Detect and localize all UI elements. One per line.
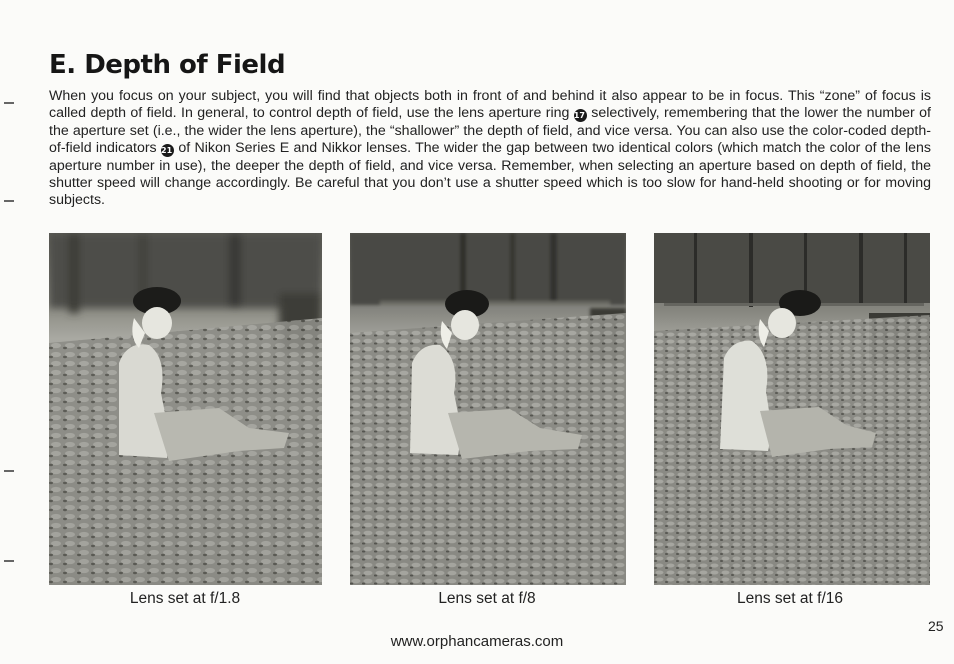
footer-url[interactable]: www.orphancameras.com	[390, 633, 564, 650]
margin-mark-3	[4, 470, 14, 472]
paragraph-part-1: When you focus on your subject, you will find that objects both in front of and behind it also appear to be in focus. This “zone” of focus is called depth of field. In general, to control depth of field, use the lens aperture ring	[49, 88, 931, 122]
margin-mark-4	[4, 560, 14, 562]
margin-mark-1	[4, 102, 14, 104]
dof-indicator-ref-badge: 21	[161, 146, 173, 156]
caption-f1-8: Lens set at f/1.8	[129, 590, 241, 607]
paragraph-part-3: of Nikon Series E and Nikkor lenses. The wider the gap between two identical colors (which match the color of the lens aperture number in use), the deeper the depth of field, and vice versa. Remember, when selecting an aperture based on depth of field, the shutter speed will change accordingly. Be careful that you don’t use a shutter speed which is too slow for hand-held shooting or for moving subjects.	[49, 140, 931, 209]
margin-mark-2	[4, 200, 14, 202]
photo-f8	[350, 233, 626, 585]
body-paragraph	[49, 88, 931, 210]
page-title: E. Depth of Field	[49, 50, 286, 80]
paragraph-part-2: selectively, remembering that the lower the number of the aperture set (i.e., the wider the lens aperture), the “shallower” the depth of field, and vice versa. You can also use the color-coded depth-of-field indicators	[49, 105, 931, 157]
aperture-ring-ref-badge: 17	[573, 111, 585, 121]
page-number: 25	[928, 618, 944, 634]
photo-f1-8	[49, 233, 322, 585]
caption-f16: Lens set at f/16	[737, 590, 843, 607]
caption-f8: Lens set at f/8	[438, 590, 536, 607]
photo-f16	[654, 233, 930, 585]
